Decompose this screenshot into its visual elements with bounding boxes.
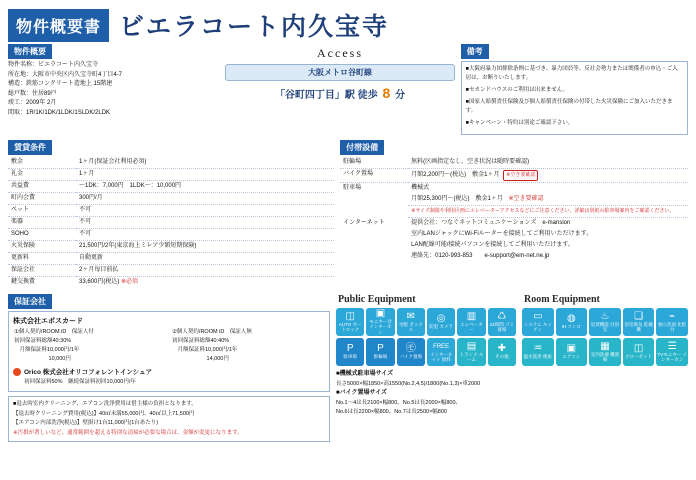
row-key: インターネット	[343, 219, 385, 226]
remarks-section	[461, 44, 688, 135]
header-tag: 物件概要書	[8, 9, 109, 42]
row-value: 21,500円/2年(東京海上ミレア少額短期保険)	[76, 241, 334, 253]
equipment-washlet-icon	[522, 338, 554, 366]
row-key: SOHO	[8, 229, 76, 241]
table-row	[340, 194, 688, 206]
equipment-reheating-bath-icon	[589, 308, 621, 336]
icon-glyph: FREE	[433, 343, 450, 350]
equipment-air-conditioner-icon	[556, 338, 588, 366]
row-key: 更新料	[8, 253, 76, 265]
icon-glyph: ㋲	[405, 343, 416, 355]
equipment-label: 室内洗濯 機置場	[590, 351, 620, 362]
walk-unit: 分	[395, 90, 406, 101]
plan-line: ②個人契約/ROOM iD 保証人無	[172, 329, 252, 335]
plan-line: 月額保証料10,000円/1年	[14, 347, 80, 353]
bottom-row	[8, 294, 688, 442]
row-value	[408, 169, 688, 183]
row-value: 不可	[76, 229, 334, 241]
plan-line: 10,000円	[14, 356, 71, 362]
equipment-label: システム キッチン	[523, 321, 552, 332]
table-row	[8, 193, 334, 205]
equipment-washer-space-icon	[589, 338, 621, 366]
row-value	[408, 194, 688, 206]
icon-glyph: ♒	[533, 343, 543, 355]
equipment-tv-intercom-icon	[656, 338, 688, 366]
guarantee-plans	[11, 328, 327, 364]
row-value: 300円/月	[76, 193, 334, 205]
equipment-label: 宅配 ボックス	[398, 321, 423, 332]
guarantee-box	[8, 311, 330, 392]
table-row	[8, 277, 334, 289]
table-row	[8, 157, 334, 169]
equipment-parking-icon	[336, 338, 364, 366]
note-item: 【退去時クリーニング費用(税込)】40㎡未満55,000円、40㎡以上71,500円	[13, 410, 195, 417]
row-key: 礼金	[8, 169, 76, 181]
equipment-label: 駐輪場	[373, 354, 388, 360]
equipment-label: エレベーター	[460, 321, 483, 332]
plan-line: 14,000円	[172, 356, 229, 362]
remarks-title: 備考	[461, 44, 489, 59]
access-walk	[225, 85, 454, 101]
list-item: 物件名称：ビエラコート内久宝寺	[8, 62, 99, 68]
equipment-elevator-icon	[457, 308, 485, 336]
guarantee-plan-left	[11, 328, 169, 364]
table-row	[8, 265, 334, 277]
equipment-system-kitchen-icon	[522, 308, 554, 336]
row-value: 1ヶ月(保証会社利用必須)	[76, 157, 334, 169]
list-item: 間取：1R/1K/1DK/1LDK/1SLDK/2LDK	[8, 109, 111, 116]
public-equipment-title: Public Equipment	[338, 294, 416, 305]
icon-glyph: ▦	[600, 340, 610, 352]
rent-conditions-title: 賃貸条件	[8, 140, 52, 155]
note-item: ■退去時室内クリーニング、エアコン洗浄費用は借主様の負担となります。	[13, 401, 197, 407]
note-item: 【エアコン内部洗浄(税込)】壁掛け1台11,000円(1台あたり)	[13, 420, 159, 426]
equipment-label: クローゼット	[625, 354, 652, 360]
row-key: 保証会社	[8, 265, 76, 277]
row-note: ※必須	[121, 279, 139, 285]
row-value-text: 月額25,300円～(税込) 敷金1ヶ月	[411, 196, 503, 202]
table-row	[340, 240, 688, 251]
table-row	[8, 241, 334, 253]
page-title: ビエラコート内久宝寺	[119, 14, 390, 41]
icon-glyph: ◍	[567, 313, 576, 325]
equipment-garbage-icon	[488, 308, 516, 336]
equipment-auto-lock-icon	[336, 308, 364, 336]
status-badge: ※空き要確認	[503, 170, 538, 181]
facilities-table	[340, 157, 688, 262]
icon-glyph: ❏	[634, 310, 644, 322]
orico-name: Orico 株式会社オリコフォレントインシュア	[24, 369, 153, 376]
equipment-free-internet-icon	[427, 338, 455, 366]
table-row	[340, 206, 688, 218]
table-row	[8, 205, 334, 217]
icon-glyph: ♨	[600, 310, 610, 322]
document-header	[8, 6, 688, 44]
icon-glyph: ▣	[375, 307, 386, 319]
equipment-label: TVモニター インターホン	[657, 351, 687, 362]
row-value: 提供会社：つなぐネットコミュニケーションズ e-mansion	[411, 220, 571, 226]
bike-spec-line: No.6は長2200×幅800、No.7は長2500×幅800	[336, 409, 447, 415]
icon-glyph: ◎	[436, 313, 446, 325]
equipment-label: AUTO オートロック	[338, 321, 362, 332]
guarantee-plan-right	[169, 328, 327, 364]
icon-glyph: ♺	[497, 310, 507, 322]
row-key: 火災保険	[8, 241, 76, 253]
room-equipment	[522, 294, 688, 366]
overview-section	[8, 44, 219, 135]
row-value: 自動更新	[76, 253, 334, 265]
row-note: ※サイズ制限や利用区画にエレベーターアクセスなどにご注意ください。詳細は別紙の駐車場案内をご確認ください。	[408, 206, 688, 218]
row-key: 敷金	[8, 157, 76, 169]
remark-item: ■キャンペーン・特約は別途ご確認下さい。	[465, 120, 574, 126]
row-key: 駐車場	[343, 185, 362, 191]
station-name: 「谷町四丁目」駅	[274, 90, 355, 101]
public-equipment-grid	[336, 308, 516, 366]
icon-glyph: ☰	[667, 340, 677, 352]
equipment-label: 防犯 カメラ	[429, 324, 454, 330]
icon-glyph: ◫	[633, 343, 644, 355]
list-item: 竣工：2009年 2月	[8, 100, 57, 107]
bike-spec-line: No.1～4は長2100×幅800、No.5は長2000×幅800、	[336, 399, 462, 406]
equipment-label: 独立洗面 化粧台	[658, 321, 687, 332]
row-value-text: 33,600円(税込)	[79, 279, 120, 285]
equipment-label: エアコン	[562, 354, 581, 360]
equipment-bath-dryer-icon	[623, 308, 655, 336]
icon-glyph: ▭	[533, 310, 543, 322]
remark-item: ■セカンドハウスのご利用は出来ません。	[465, 87, 569, 93]
row-value-text: 月額2,200円～(税込) 敷金1ヶ月	[411, 172, 500, 178]
list-item: 所在地：大阪市中央区内久宝寺町4丁目4-7	[8, 71, 123, 78]
icon-glyph: ▤	[466, 340, 477, 352]
bike-spec-title: ■バイク置場サイズ	[336, 390, 388, 396]
row-value: 1ヶ月	[76, 169, 334, 181]
row-value: ～1DK：7,000円 1LDK～：10,000円	[76, 181, 334, 193]
row-value: 不可	[76, 205, 334, 217]
remark-item: ■大阪府暴力団排除条例に基づき、暴力団員等、反社会勢力または関係者の申込・ご入居は、お断りいたします。	[465, 66, 678, 81]
table-row	[8, 181, 334, 193]
row-value: 無料(区画指定なし、空き状況は随時要確認)	[408, 157, 688, 169]
table-row	[8, 253, 334, 265]
spec-notes	[336, 370, 688, 418]
rent-conditions-section	[8, 140, 334, 288]
row-key: 駐輪場	[340, 157, 408, 169]
plan-line: 月額保証料10,000円/1年	[172, 347, 238, 353]
row-key: バイク置場	[340, 169, 408, 183]
equipment-label: 温水洗浄 便座	[523, 354, 552, 360]
row-key: 町内会費	[8, 193, 76, 205]
row-value: LAN配線可能/接続パソコンを接続してご利用いただけます。	[411, 242, 574, 248]
table-row	[340, 251, 688, 262]
rent-conditions-table	[8, 157, 334, 288]
list-item: 総戸数：住居89戸	[8, 90, 57, 97]
remarks-box	[461, 61, 688, 135]
icon-glyph: ✚	[497, 343, 507, 355]
guarantee-company: 株式会社エポスカード	[13, 318, 83, 325]
equipment-label: モニター付 インターホン	[369, 318, 392, 335]
row-key: 楽器	[8, 217, 76, 229]
equipment-section	[336, 294, 688, 442]
row-key: ペット	[8, 205, 76, 217]
plan-line: 初回保証料総額40:40%	[172, 338, 230, 344]
table-row	[340, 218, 688, 230]
table-row	[340, 183, 688, 195]
equipment-label: 浴室換気 乾燥機	[624, 321, 653, 332]
access-section	[225, 44, 454, 135]
overview-list	[8, 61, 219, 119]
icon-glyph: P	[377, 343, 384, 355]
middle-row	[8, 140, 688, 288]
equipment-label: インターネット 無料	[430, 351, 453, 362]
icon-glyph: ✉	[406, 310, 416, 322]
facilities-section	[340, 140, 688, 288]
equipment-label: 24時間 ゴミ置場	[489, 321, 514, 332]
walk-minutes: 8	[382, 85, 391, 101]
equipment-label: その他	[495, 354, 509, 360]
table-row	[340, 169, 688, 183]
orico-logo-icon	[13, 368, 21, 376]
walk-label: 徒歩	[357, 90, 378, 101]
equipment-security-camera-icon	[427, 308, 455, 336]
equipment-label: IH コンロ	[561, 324, 582, 330]
icon-glyph: ▣	[566, 343, 577, 355]
row-value: 2ヶ月毎目前払	[76, 265, 334, 277]
equipment-label: バイク置場	[399, 354, 423, 360]
icon-glyph: P	[346, 343, 354, 355]
row-value: 連絡先：0120-993-853 e-support@em-net.ne.jp	[411, 253, 550, 259]
room-equipment-title: Room Equipment	[524, 294, 600, 305]
equipment-vanity-icon	[656, 308, 688, 336]
room-equipment-grid	[522, 308, 688, 366]
table-row	[340, 157, 688, 169]
equipment-intercom-icon	[366, 308, 394, 336]
equipment-other-icon	[488, 338, 516, 366]
overview-title: 物件概要	[8, 44, 52, 59]
table-row	[8, 169, 334, 181]
orico-sub: 初回保証料50% 継続保証料初回10,000円/年	[24, 379, 136, 385]
equipment-bike-parking-icon	[397, 338, 425, 366]
access-label: Access	[317, 46, 363, 60]
top-row	[8, 44, 688, 135]
icon-glyph: ⌁	[669, 310, 676, 322]
public-equipment	[336, 294, 516, 366]
equipment-ih-stove-icon	[556, 308, 588, 336]
table-row	[8, 229, 334, 241]
parking-spec-line: 長さ5000×幅1850×高1550(No.2,4,5)/1800(No.1,3)×車2000	[336, 380, 481, 387]
equipment-delivery-box-icon	[397, 308, 425, 336]
equipment-trunk-room-icon	[457, 338, 485, 366]
guarantee-title: 保証会社	[8, 294, 52, 309]
plan-line: ①個人契約/ROOM iD 保証人付	[14, 329, 94, 335]
access-line: 大阪メトロ谷町線	[225, 64, 454, 81]
equipment-closet-icon	[623, 338, 655, 366]
row-value: 不可	[76, 217, 334, 229]
equipment-bicycle-parking-icon	[366, 338, 394, 366]
icon-glyph: ▥	[466, 310, 477, 322]
row-key: 共益費	[8, 181, 76, 193]
remark-item: ■国家人賠償責任保険及び個人賠償責任保険の付帯した火災保険にご加入いただきます。	[465, 99, 673, 114]
orico-row	[13, 367, 327, 376]
row-key: 鍵交換費	[11, 279, 36, 285]
icon-glyph: ◫	[345, 310, 355, 322]
equipment-label: トランク ルーム	[459, 351, 484, 362]
plan-line: 初回保証料総額40:30%	[14, 338, 72, 344]
guarantee-section	[8, 294, 330, 442]
facilities-title: 付帯設備	[340, 140, 384, 155]
list-item: 構造：鉄筋コンクリート造地上 15階建	[8, 81, 113, 88]
row-value: 機械式	[411, 185, 430, 191]
status-badge: ※空き要確認	[508, 196, 544, 202]
equipment-label: 追焚機能 付浴室	[590, 321, 620, 332]
equipment-label: 駐車場	[343, 354, 357, 360]
table-row	[340, 229, 688, 240]
bottom-notes	[8, 396, 330, 442]
table-row	[8, 217, 334, 229]
parking-spec-title: ■機械式駐車場サイズ	[336, 371, 394, 377]
row-value: 室内LANジャックにWi-Fiルーターを接続してご利用いただけます。	[411, 231, 593, 237]
note-item: ※汚損が著しいなど、通常範囲を超える特別な清掃が必要な場合は、金額が変更になります。	[13, 429, 243, 436]
row-value	[76, 277, 334, 289]
